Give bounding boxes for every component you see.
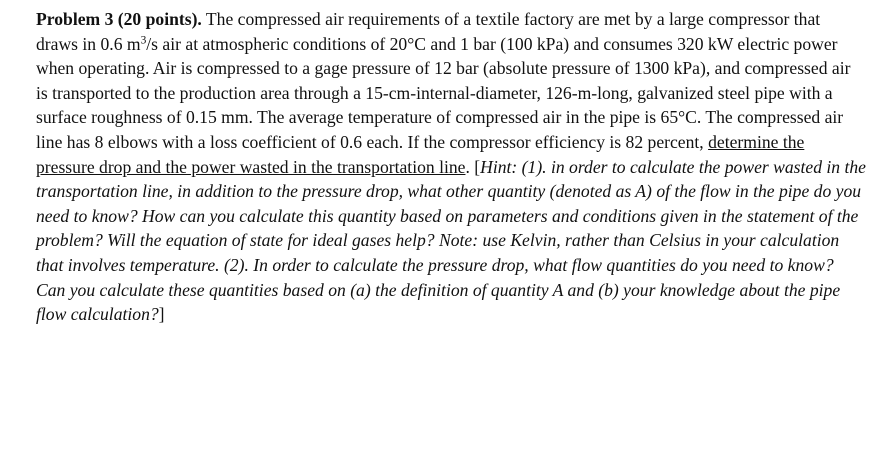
problem-heading: Problem 3 (20 points). xyxy=(36,9,202,29)
closing-bracket: ] xyxy=(158,304,165,325)
problem-text-part-3: . [ xyxy=(465,156,481,177)
problem-hint: Hint: (1). in order to calculate the power wasted in the transportation line, in addition to the pressure drop, what other quantity (denoted as A) of the flow in the pipe do you need to know? How can you calculate this quantity based on parameters and conditions given in the statement of the problem? Will the equation of state for ideal gases help? Note: use Kelvin, rather than Celsius in your calculation that involves temperature. (2). In order to calculate the pressure drop, what flow quantities do you need to know? Can you calculate these quantities based on (a) the definition of quantity A and (b) your knowledge about the pipe flow calculation? xyxy=(36,156,866,325)
problem-paragraph xyxy=(36,7,866,327)
problem-statement xyxy=(36,7,866,327)
problem-text-part-2: /s air at atmospheric conditions of 20°C and 1 bar (100 kPa) and consumes 320 kW electric power when operating. Air is compressed to a gage pressure of 12 bar (absolute pressure of 1300 kPa), and compressed air is transported to the production area through a 15-cm-internal-diameter, 126-m-long, galvanized steel pipe with a surface roughness of 0.15 mm. The average temperature of compressed air in the pipe is 65°C. The compressed air line has 8 elbows with a loss coefficient of 0.6 each. If the compressor efficiency is 82 percent, xyxy=(36,33,851,152)
cubic-superscript: 3 xyxy=(140,34,147,47)
problem-task: determine the pressure drop and the power wasted in the transportation line xyxy=(36,131,805,177)
problem-text-part-1: The compressed air requirements of a textile factory are met by a large compressor that draws in 0.6 m xyxy=(36,9,821,54)
